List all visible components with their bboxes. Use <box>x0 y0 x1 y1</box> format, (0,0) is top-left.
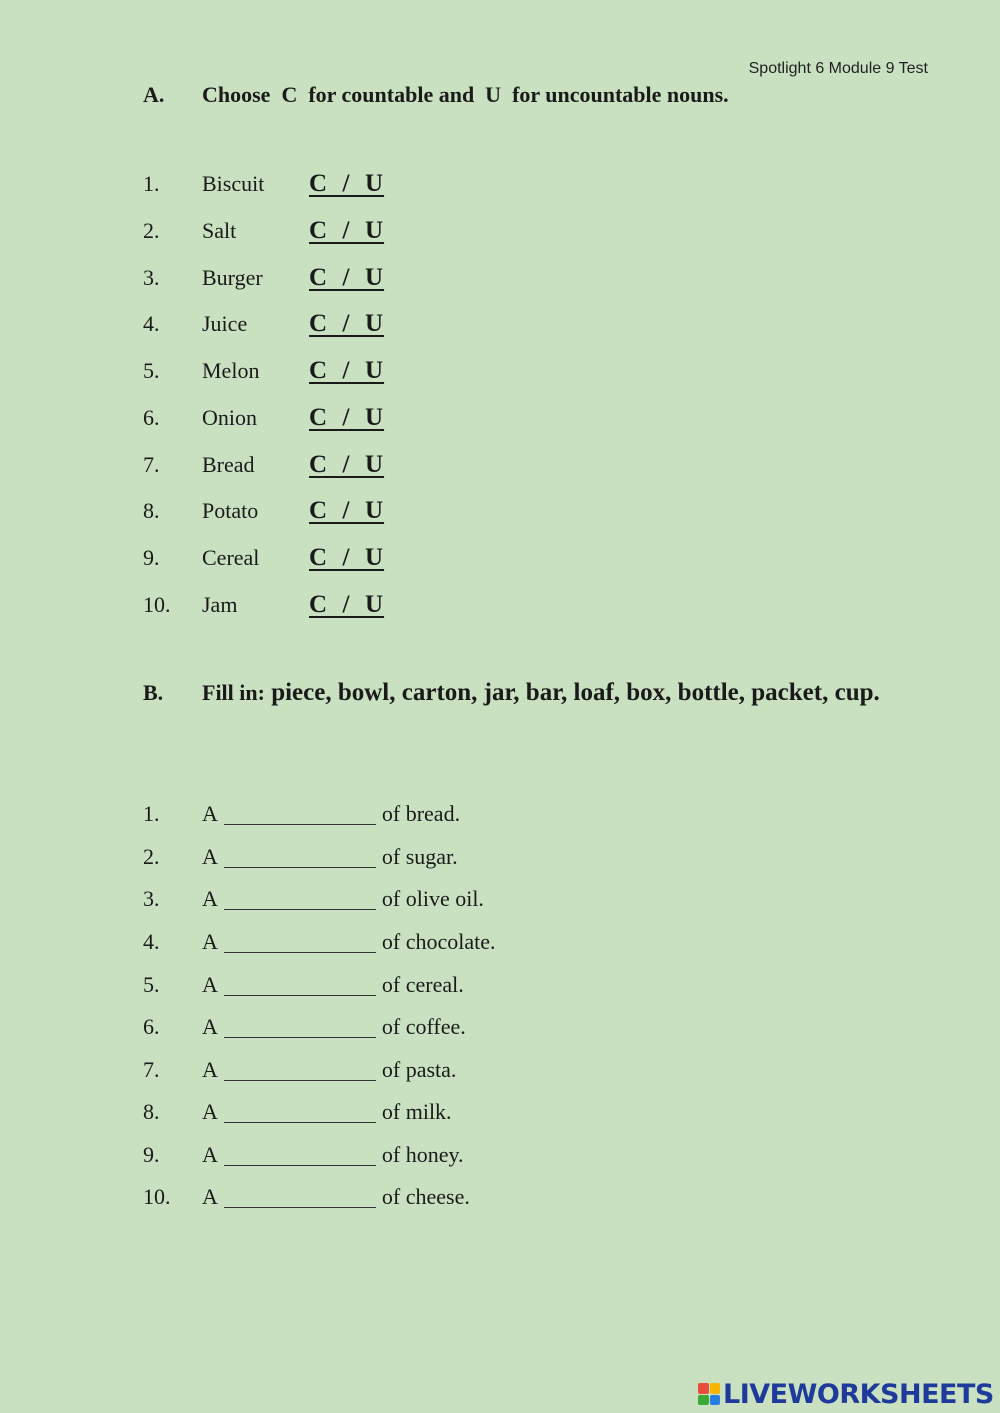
cu-choice[interactable]: C / U <box>309 170 385 197</box>
item-rest: of bread. <box>381 801 461 826</box>
logo-square <box>698 1383 709 1394</box>
item-number: 7. <box>143 452 160 477</box>
answer-blank[interactable] <box>224 1187 376 1208</box>
item-number: 6. <box>143 1014 160 1039</box>
item-word: Bread <box>202 452 255 477</box>
section-b-word-bank: piece, bowl, carton, jar, bar, loaf, box, bottle, packet, cup. <box>271 679 880 706</box>
item-number: 1. <box>143 801 160 826</box>
logo-square <box>710 1383 721 1394</box>
item-rest: of milk. <box>381 1099 452 1124</box>
list-item <box>143 1140 464 1170</box>
cu-choice[interactable]: C / U <box>309 357 385 384</box>
list-item <box>143 450 384 480</box>
item-article: A <box>202 1099 218 1124</box>
item-word: Jam <box>202 592 238 617</box>
list-item <box>143 263 384 293</box>
item-article: A <box>202 1014 218 1039</box>
cu-choice[interactable]: C / U <box>309 544 385 571</box>
item-word: Salt <box>202 218 237 243</box>
list-item <box>143 169 384 199</box>
item-number: 4. <box>143 311 160 336</box>
item-word: Burger <box>202 265 263 290</box>
answer-blank[interactable] <box>224 975 376 996</box>
item-rest: of chocolate. <box>381 929 496 954</box>
item-number: 3. <box>143 265 160 290</box>
cu-choice[interactable]: C / U <box>309 451 385 478</box>
logo-icon <box>698 1383 720 1405</box>
list-item <box>143 496 384 526</box>
item-article: A <box>202 1184 218 1209</box>
answer-blank[interactable] <box>224 847 376 868</box>
item-number: 6. <box>143 405 160 430</box>
item-word: Onion <box>202 405 257 430</box>
answer-blank[interactable] <box>224 1145 376 1166</box>
item-number: 10. <box>143 1184 171 1209</box>
list-item <box>143 403 384 433</box>
list-item <box>143 927 496 957</box>
section-a-instruction: Choose C for countable and U for uncountable nouns. <box>202 82 729 107</box>
item-article: A <box>202 972 218 997</box>
item-number: 9. <box>143 545 160 570</box>
item-word: Melon <box>202 358 260 383</box>
answer-blank[interactable] <box>224 889 376 910</box>
cu-choice[interactable]: C / U <box>309 264 385 291</box>
cu-choice[interactable]: C / U <box>309 217 385 244</box>
list-item <box>143 590 384 620</box>
item-word: Cereal <box>202 545 260 570</box>
item-article: A <box>202 844 218 869</box>
answer-blank[interactable] <box>224 804 376 825</box>
item-rest: of olive oil. <box>381 886 484 911</box>
item-number: 7. <box>143 1057 160 1082</box>
answer-blank[interactable] <box>224 1102 376 1123</box>
logo-square <box>710 1395 721 1406</box>
item-number: 10. <box>143 592 171 617</box>
cu-choice[interactable]: C / U <box>309 310 385 337</box>
answer-blank[interactable] <box>224 1017 376 1038</box>
list-item <box>143 1182 470 1212</box>
list-item <box>143 799 460 829</box>
item-number: 9. <box>143 1142 160 1167</box>
item-rest: of coffee. <box>381 1014 466 1039</box>
cu-choice[interactable]: C / U <box>309 404 385 431</box>
list-item <box>143 842 458 872</box>
item-rest: of honey. <box>381 1142 464 1167</box>
list-item <box>143 216 384 246</box>
item-rest: of sugar. <box>381 844 458 869</box>
answer-blank[interactable] <box>224 1060 376 1081</box>
cu-choice[interactable]: C / U <box>309 591 385 618</box>
answer-blank[interactable] <box>224 932 376 953</box>
cu-choice[interactable]: C / U <box>309 497 385 524</box>
page-header: Spotlight 6 Module 9 Test <box>748 60 928 77</box>
item-number: 4. <box>143 929 160 954</box>
item-number: 5. <box>143 972 160 997</box>
item-rest: of pasta. <box>381 1057 457 1082</box>
section-b-heading <box>143 676 903 710</box>
item-article: A <box>202 886 218 911</box>
section-a-letter: A. <box>143 82 165 107</box>
item-number: 3. <box>143 886 160 911</box>
list-item <box>143 1097 452 1127</box>
section-a-heading <box>143 82 729 108</box>
list-item <box>143 356 384 386</box>
item-number: 8. <box>143 1099 160 1124</box>
item-article: A <box>202 1142 218 1167</box>
liveworksheets-logo <box>698 1378 994 1410</box>
item-article: A <box>202 929 218 954</box>
list-item <box>143 970 464 1000</box>
logo-square <box>698 1395 709 1406</box>
section-b-lead: Fill in: <box>202 680 265 705</box>
item-article: A <box>202 801 218 826</box>
list-item <box>143 543 384 573</box>
item-rest: of cereal. <box>381 972 464 997</box>
list-item <box>143 1012 466 1042</box>
item-number: 1. <box>143 171 160 196</box>
section-b-letter: B. <box>143 680 164 705</box>
list-item <box>143 884 484 914</box>
list-item <box>143 309 384 339</box>
item-number: 2. <box>143 844 160 869</box>
logo-text: LIVEWORKSHEETS <box>723 1378 994 1410</box>
item-article: A <box>202 1057 218 1082</box>
list-item <box>143 1055 456 1085</box>
item-number: 2. <box>143 218 160 243</box>
item-word: Potato <box>202 498 259 523</box>
item-word: Juice <box>202 311 248 336</box>
item-rest: of cheese. <box>381 1184 470 1209</box>
item-number: 5. <box>143 358 160 383</box>
item-word: Biscuit <box>202 171 265 196</box>
item-number: 8. <box>143 498 160 523</box>
